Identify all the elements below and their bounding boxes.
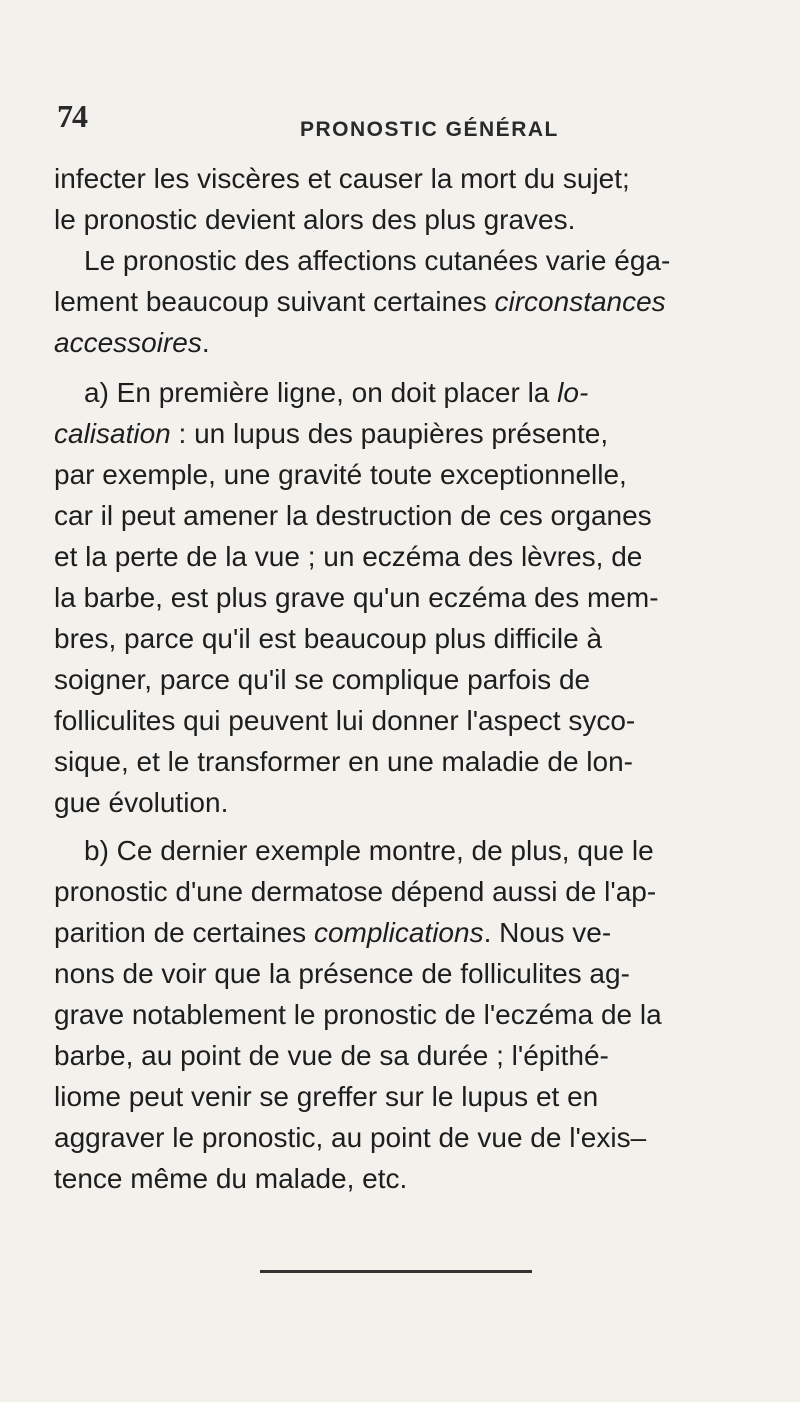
italic-term: complications — [313, 917, 484, 948]
italic-term: circonstances — [494, 286, 666, 317]
text-line: pronostic d'une dermatose dépend aussi de l'ap- — [54, 876, 657, 907]
text-line: calisation : un lupus des paupières présente, — [54, 418, 609, 449]
italic-term: calisation — [54, 418, 171, 449]
text-line: lement beaucoup suivant certaines circonstances — [54, 286, 666, 317]
text-line: infecter les viscères et causer la mort du sujet; — [54, 163, 630, 194]
text-line: nons de voir que la présence de folliculites ag- — [54, 958, 630, 989]
text-line: bres, parce qu'il est beaucoup plus difficile à — [54, 623, 603, 654]
text-line: b) Ce dernier exemple montre, de plus, que le — [84, 835, 654, 866]
text-line: la barbe, est plus grave qu'un eczéma des mem- — [54, 582, 659, 613]
text-line: tence même du malade, etc. — [54, 1163, 408, 1194]
italic-term: accessoires — [54, 327, 202, 358]
text-line: aggraver le pronostic, au point de vue de l'exis– — [54, 1122, 647, 1153]
text-line: parition de certaines complications. Nous ve- — [54, 917, 612, 948]
page-number: 74 — [57, 98, 87, 134]
text-line: Le pronostic des affections cutanées varie éga- — [84, 245, 671, 276]
text-line: liome peut venir se greffer sur le lupus et en — [54, 1081, 599, 1112]
text-line: accessoires. — [54, 327, 210, 358]
text-line: folliculites qui peuvent lui donner l'aspect syco- — [54, 705, 636, 736]
text-line: le pronostic devient alors des plus graves. — [54, 204, 576, 235]
running-title: PRONOSTIC GÉNÉRAL — [300, 118, 559, 141]
text-line: par exemple, une gravité toute exceptionnelle, — [54, 459, 627, 490]
text-line: sique, et le transformer en une maladie de lon- — [54, 746, 633, 777]
text-line: a) En première ligne, on doit placer la lo- — [84, 377, 589, 408]
end-rule — [260, 1270, 532, 1273]
text-line: barbe, au point de vue de sa durée ; l'épithé- — [54, 1040, 609, 1071]
italic-term: lo- — [557, 377, 589, 408]
text-line: et la perte de la vue ; un eczéma des lèvres, de — [54, 541, 643, 572]
text-line: gue évolution. — [54, 787, 229, 818]
text-line: grave notablement le pronostic de l'eczéma de la — [54, 999, 662, 1030]
text-line: car il peut amener la destruction de ces organes — [54, 500, 652, 531]
text-line: soigner, parce qu'il se complique parfois de — [54, 664, 591, 695]
